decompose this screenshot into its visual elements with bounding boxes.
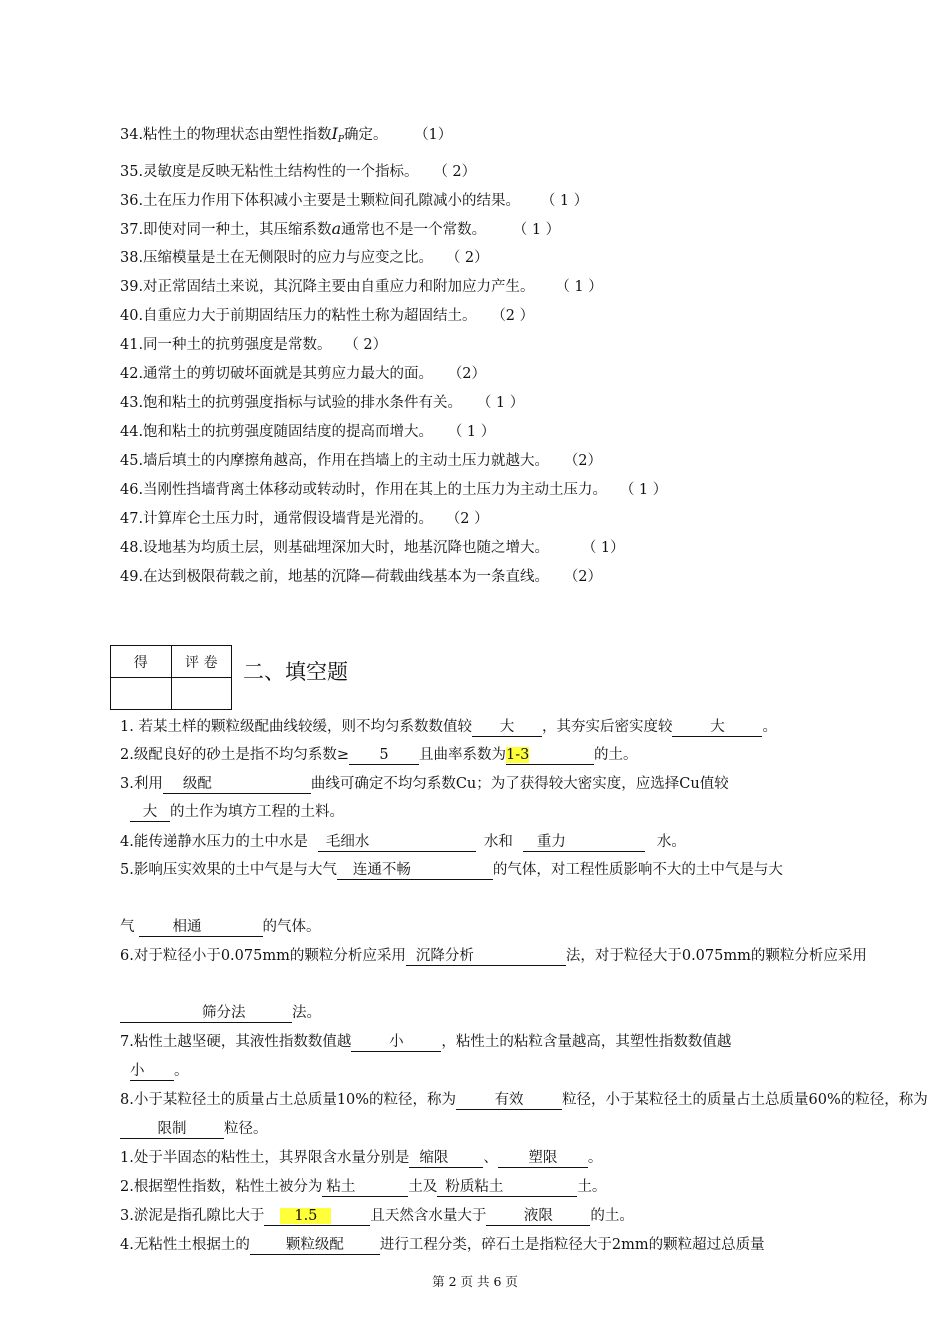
answer-blank: 小 bbox=[351, 1033, 441, 1052]
answer-mark: （ 1 ） bbox=[484, 395, 525, 411]
question-48: 48.设地基为均质土层，则基础埋深加大时，地基沉降也随之增大。 （ 1） bbox=[120, 540, 625, 556]
question-43: 43.饱和粘土的抗剪强度指标与试验的排水条件有关。 （ 1 ） bbox=[120, 395, 525, 411]
fill-question-6-cont: 筛分法 法。 bbox=[120, 1003, 321, 1023]
answer-blank: 重力 bbox=[523, 833, 645, 852]
question-text: 34.粘性土的物理状态由塑性指数 bbox=[120, 127, 332, 143]
fill-question-7: 7.粘性土越坚硬，其液性指数数值越 小 ，粘性土的粘粒含量越高，其塑性指数数值越 bbox=[120, 1034, 732, 1050]
answer-blank: 粉质粘土 bbox=[437, 1178, 577, 1197]
answer-mark: （ 1 ） bbox=[562, 279, 603, 295]
question-44: 44.饱和粘土的抗剪强度随固结度的提高而增大。 （ 1 ） bbox=[120, 424, 496, 440]
question-47: 47.计算库仑土压力时，通常假设墙背是光滑的。 （2 ） bbox=[120, 511, 489, 527]
answer-blank: 5 bbox=[349, 746, 419, 765]
answer-blank: 毛细水 bbox=[318, 833, 476, 852]
score-cell bbox=[111, 678, 172, 710]
question-40: 40.自重应力大于前期固结压力的粘性土称为超固结土。 （2 ） bbox=[120, 308, 535, 324]
answer-blank: 限制 bbox=[120, 1120, 224, 1139]
answer-mark: （ 1 ） bbox=[627, 482, 668, 498]
answer-blank: 筛分法 bbox=[120, 1004, 292, 1023]
question-34 bbox=[120, 124, 452, 150]
fill-question-3-cont: 大 的土作为填方工程的土料。 bbox=[120, 802, 344, 822]
fill-question-5: 5.影响压实效果的土中气是与大气 连通不畅 的气体，对工程性质影响不大的土中气是与大 bbox=[120, 862, 783, 878]
page-footer: 第 2 页 共 6 页 bbox=[432, 1274, 518, 1289]
answer-mark: （2） bbox=[571, 453, 603, 469]
answer-blank bbox=[506, 746, 594, 765]
answer-mark: （ 2） bbox=[453, 250, 489, 266]
fill-question-r1: 1.处于半固态的粘性土，其界限含水量分别是 缩限 、 塑限 。 bbox=[120, 1150, 603, 1166]
fill-question-r3: 3.淤泥是指孔隙比大于 1.5 且天然含水量大于 液限 的土。 bbox=[120, 1208, 634, 1224]
fill-question-r2: 2.根据塑性指数，粘性土被分为 粘土 土及 粉质粘土 土。 bbox=[120, 1179, 607, 1195]
fill-question-r4: 4.无粘性土根据土的 颗粒级配 进行工程分类，碎石土是指粒径大于2mm的颗粒超过总质量 bbox=[120, 1237, 765, 1253]
answer-mark: （2 ） bbox=[498, 308, 535, 324]
fill-question-2: 2.级配良好的砂土是指不均匀系数≥ 5 且曲率系数为1-3 的土。 bbox=[120, 747, 638, 763]
highlighted-answer: 1.5 bbox=[280, 1208, 331, 1224]
fill-question-6: 6.对于粒径小于0.075mm的颗粒分析应采用 沉降分析 法，对于粒径大于0.075mm的颗粒分析应采用 bbox=[120, 948, 867, 964]
symbol-ip: I bbox=[331, 124, 338, 143]
answer-mark: （ 1 ） bbox=[455, 424, 496, 440]
answer-mark: （ 1 ） bbox=[548, 193, 589, 209]
score-cell-label: 得 bbox=[111, 646, 172, 678]
symbol-a: a bbox=[331, 219, 342, 238]
answer-blank: 有效 bbox=[456, 1091, 562, 1110]
section-title: 二、填空题 bbox=[243, 660, 348, 684]
question-45: 45.墙后填土的内摩擦角越高，作用在挡墙上的主动土压力就越大。 （2） bbox=[120, 453, 603, 469]
fill-question-8: 8.小于某粒径土的质量占土总质量10%的粒径，称为 有效 粒径，小于某粒径土的质量占土总质量60%的粒径，称为 bbox=[120, 1092, 928, 1108]
answer-blank: 液限 bbox=[486, 1207, 590, 1226]
question-35: 35.灵敏度是反映无粘性土结构性的一个指标。 （ 2） bbox=[120, 164, 477, 180]
question-39: 39.对正常固结土来说，其沉降主要由自重应力和附加应力产生。 （ 1 ） bbox=[120, 279, 603, 295]
grading-table bbox=[110, 645, 232, 710]
answer-mark: （2 ） bbox=[453, 511, 489, 527]
grader-cell-label: 评 卷 bbox=[171, 646, 232, 678]
answer-blank: 小 bbox=[130, 1062, 174, 1081]
answer-mark: （ 1） bbox=[589, 540, 625, 556]
question-49: 49.在达到极限荷载之前，地基的沉降—荷载曲线基本为一条直线。 （2） bbox=[120, 569, 603, 585]
fill-question-8-cont: 限制 粒径。 bbox=[120, 1119, 268, 1139]
question-42: 42.通常土的剪切破坏面就是其剪应力最大的面。 （2） bbox=[120, 366, 487, 382]
answer-blank bbox=[264, 1207, 370, 1226]
answer-mark: （1） bbox=[414, 127, 453, 143]
answer-blank: 大 bbox=[130, 803, 170, 822]
answer-blank: 级配 bbox=[163, 775, 311, 794]
highlighted-answer: 1-3 bbox=[505, 747, 530, 763]
answer-blank: 连通不畅 bbox=[337, 861, 493, 880]
fill-question-1: 1. 若某土样的颗粒级配曲线较缓，则不均匀系数数值较 大 ，其夯实后密实度较 大 。 bbox=[120, 719, 777, 735]
answer-blank: 粘土 bbox=[322, 1178, 408, 1197]
answer-mark: （2） bbox=[571, 569, 603, 585]
answer-blank: 大 bbox=[472, 718, 542, 737]
question-41: 41.同一种土的抗剪强度是常数。 （ 2） bbox=[120, 337, 388, 353]
symbol-subscript: P bbox=[337, 135, 344, 145]
answer-blank: 相通 bbox=[139, 918, 263, 937]
fill-question-3: 3.利用 级配 曲线可确定不均匀系数Cu；为了获得较大密实度，应选择Cu值较 bbox=[120, 776, 729, 792]
question-36: 36.土在压力作用下体积减小主要是土颗粒间孔隙减小的结果。 （ 1 ） bbox=[120, 193, 589, 209]
answer-blank: 塑限 bbox=[498, 1149, 588, 1168]
fill-question-5-cont: 气 相通 的气体。 bbox=[120, 919, 321, 935]
question-37: 37.即使对同一种土，其压缩系数a通常也不是一个常数。 （ 1 ） bbox=[120, 219, 561, 238]
question-46: 46.当刚性挡墙背离土体移动或转动时，作用在其上的土压力为主动土压力。 （ 1 ） bbox=[120, 482, 668, 498]
fill-question-7-cont: 小 。 bbox=[130, 1063, 189, 1079]
answer-blank: 颗粒级配 bbox=[250, 1236, 380, 1255]
answer-blank: 缩限 bbox=[409, 1149, 483, 1168]
question-text: 确定。 bbox=[343, 127, 388, 143]
answer-mark: （ 2） bbox=[351, 337, 388, 353]
answer-mark: （ 2） bbox=[440, 164, 477, 180]
question-38: 38.压缩模量是土在无侧限时的应力与应变之比。 （ 2） bbox=[120, 250, 489, 266]
fill-question-4: 4.能传递静水压力的土中水是 毛细水 水和 重力 水。 bbox=[120, 834, 686, 850]
answer-mark: （2） bbox=[455, 366, 487, 382]
answer-mark: （ 1 ） bbox=[512, 222, 561, 238]
answer-blank: 沉降分析 bbox=[406, 947, 566, 966]
answer-blank: 大 bbox=[672, 718, 762, 737]
grader-cell bbox=[171, 678, 232, 710]
